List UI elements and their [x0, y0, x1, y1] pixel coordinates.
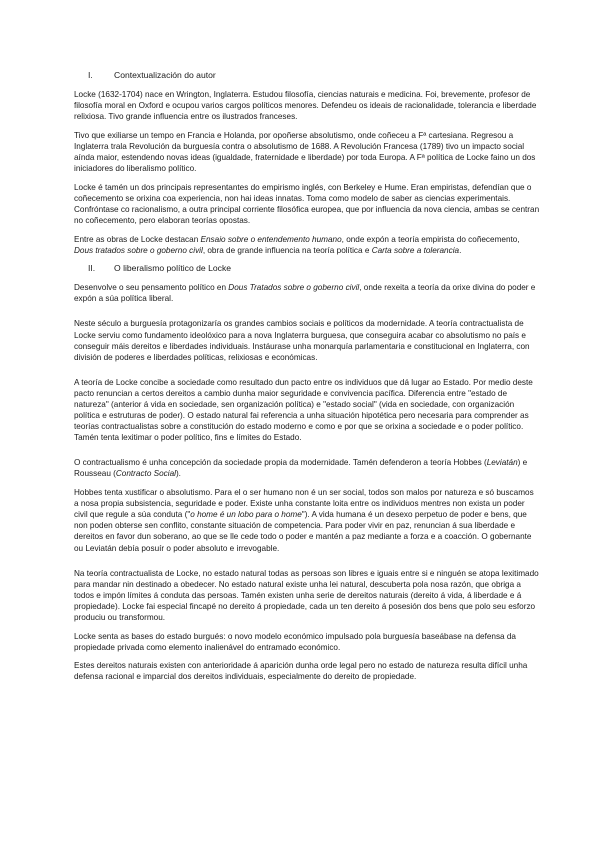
text-run: "). A vida humana é un desexo perpetuo de poder e bens, que non poden obterse sen conflito, constante situación de competencia. Para poder vivir en paz, renuncian á sua liberdade e dereitos en favor dun soberano, ao que se lle cede todo o poder e mantén a paz mediante a forza e a coacción. O gobernante ou Leviatán debía posuír o poder absoluto e irrevogable.: [74, 510, 532, 553]
text-run: .: [459, 245, 462, 255]
paragraph-works: [74, 234, 540, 256]
text-run: , obra de grande influencia na teoría política e: [202, 245, 372, 255]
section-heading-1: [74, 70, 540, 81]
work-title: Ensaio sobre o entendemento humano: [200, 234, 342, 244]
section-title: Contextualización do autor: [114, 70, 216, 80]
text-run: Hobbes tenta xustificar o absolutismo. Para el o ser humano non é un ser social, todos son malos por natureza e só buscamos a nosa propia subsistencia, seguridade e poder. Existe unha constante loita entre os individuos mentres non exista un poder civil que regule a súa conduta (": [74, 488, 534, 520]
paragraph: Tivo que exiliarse un tempo en Francia e Holanda, por opoñerse absolutismo, onde coñeceu a Fª cartesiana. Regresou a Inglaterra trala Revolución da burguesía contra o absolutismo de 1688. A Revolución Francesa (1789) tivo un impacto social aínda maior, estendendo novas ideas (igualdade, fraternidade e liberdade) por toda Europa. A Fª política de Locke faino un dos iniciadores do liberalismo político.: [74, 130, 536, 174]
text-run: ).: [175, 469, 181, 479]
section-number: II.: [88, 263, 96, 274]
text-run: ) e Rousseau (: [74, 458, 528, 479]
work-title: Carta sobre a tolerancia: [371, 245, 460, 255]
paragraph: [74, 457, 540, 479]
work-title: Leviatán: [486, 458, 518, 468]
section-title: O liberalismo político de Locke: [114, 263, 232, 274]
paragraph: Neste século a burguesía protagonizaría os grandes cambios sociais e políticos da modernidade. A teoría contractualista de Locke serviu como fundamento ideolóxico para a nova Inglaterra burguesa, que conseguira acabar co absolutismo no país e conseguir máis dereitos e liberdades individuais. Instáurase unha monarquía parlamentaria e constitucional en Inglaterra, con división de poderes e liberdades políticas, relixiosas e económicas.: [74, 319, 530, 362]
text-run: Entre as obras de Locke destacan: [74, 234, 201, 244]
text-run: , onde rexeita a teoría da orixe divina do poder e expón a súa política liberal.: [74, 283, 536, 304]
work-title: Contracto Social: [115, 469, 176, 479]
text-run: , onde expón a teoría empirista do coñecemento,: [341, 234, 520, 244]
paragraph: Estes dereitos naturais existen con anterioridade á aparición dunha orde legal pero no estado de natureza resulta difícil unha defensa racional e imparcial dos dereitos individuais, especialmente do dereito de propiedade.: [74, 661, 528, 682]
section-heading-2: [74, 263, 540, 274]
paragraph: A teoría de Locke concibe a sociedade como resultado dun pacto entre os individuos que dá lugar ao Estado. Por medio deste pacto renuncian a certos dereitos a cambio dunha maior seguridade e convivencia pacífica. Diferencia entre "estado de natureza" (anterior á vida en sociedade, sen organización política) e "estado social" (vida en sociedade, con organización política e estruturas de poder). O estado natural fai referencia a unha situación hipotética pero necesaria para comprender as teorías contractualistas sobre a constitución do estado moderno e como e por que se orixina a sociedade e o poder político. Tamén tenta lexitimar o poder político, fins e límites do Estado.: [74, 377, 533, 443]
paragraph: Locke (1632-1704) nace en Wrington, Inglaterra. Estudou filosofía, ciencias naturais e medicina. Foi, brevemente, profesor de filosofía moral en Oxford e ocupou varios cargos políticos menores. Defendeu os ideais de racionalidade, tolerancia e liberdade relixiosa. Tivo grande influencia entre os ilustrados franceses.: [74, 90, 537, 122]
section-number: I.: [88, 70, 93, 80]
work-title: Dous Tratados sobre o goberno civil: [228, 283, 360, 293]
paragraph: Locke é tamén un dos principais representantes do empirismo inglés, con Berkeley e Hume. Eran empiristas, defendían que o coñecemento se orixina coa experiencia, non hai ideas innatas. Toma como modelo de saber as ciencias experimentais. Confróntase co racionalismo, a outra principal corriente filosófica europea, que por influencia da nova ciencia, ambas se centran no coñecemento, pero elaboran teorías opostas.: [74, 182, 540, 225]
paragraph: Na teoría contractualista de Locke, no estado natural todas as persoas son libres e iguais entre si e ninguén se atopa lexitimado para mandar nin destinado a obedecer. No estado natural existe unha lei natural, descuberta pola nosa razón, que obriga a todos e impón límites á conduta das persoas. Tamén existen unha serie de dereitos naturais (dereito á vida, á liberdade e á propiedade). Locke fai especial fincapé no dereito á propiedade, cada un ten dereito á posesión dos bens que polo seu esforzo produciu ou transformou.: [74, 568, 539, 622]
quote: o home é un lobo para o home: [190, 510, 302, 520]
paragraph: [74, 282, 540, 304]
work-title: Dous tratados sobre o goberno civil: [74, 245, 203, 255]
paragraph: Locke senta as bases do estado burgués: o novo modelo económico impulsado pola burguesía baseábase na defensa da propiedade privada como elemento inalienável do entramado económico.: [74, 631, 516, 652]
text-run: Desenvolve o seu pensamento político en: [74, 283, 229, 293]
text-run: O contractualismo é unha concepción da sociedade propia da modernidade. Tamén defenderon a teoría Hobbes (: [74, 458, 487, 468]
paragraph: [74, 487, 540, 554]
